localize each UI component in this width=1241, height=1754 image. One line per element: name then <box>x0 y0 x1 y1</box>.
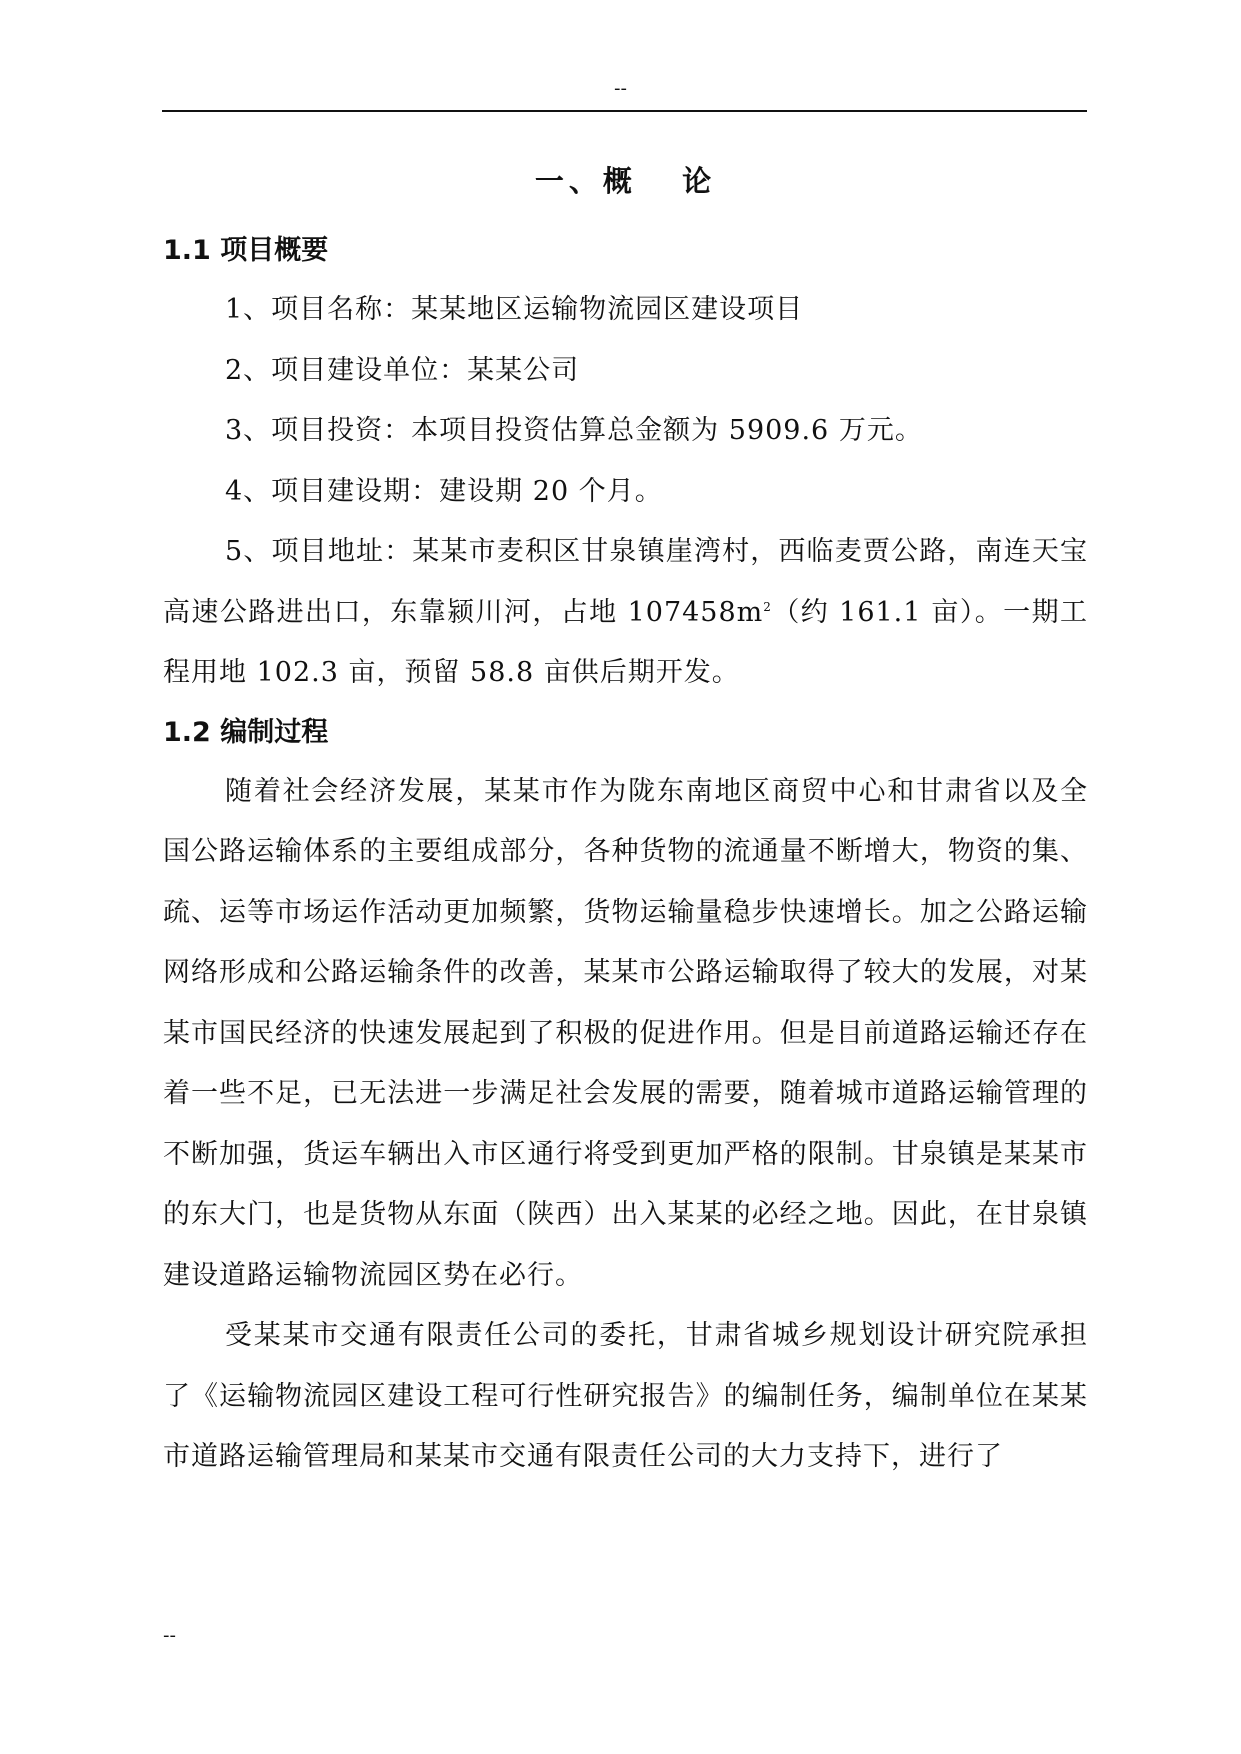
project-period-item: 4、项目建设期：建设期 20 个月。 <box>225 475 663 507</box>
project-name-item: 1、项目名称：某某地区运输物流园区建设项目 <box>225 294 804 325</box>
area-unit-superscript: 2 <box>763 599 772 614</box>
page-footer-mark: -- <box>163 1625 176 1646</box>
project-address-text: 5、项目地址：某某市麦积区甘泉镇崖湾村，西临麦贾公路，南连天宝高速公路进出口，东靠颍川河，占地 107458m <box>163 536 1088 628</box>
project-investment-item: 3、项目投资：本项目投资估算总金额为 5909.6 万元。 <box>225 415 923 446</box>
header-rule <box>162 110 1087 112</box>
project-address-text-cont: （约 161.1 亩）。一期工程用地 102.3 亩，预留 58.8 亩供后期开发。 <box>163 596 1088 688</box>
project-unit-item: 2、项目建设单位：某某公司 <box>225 354 580 386</box>
section-heading-1-1: 1.1 项目概要 <box>163 235 329 266</box>
project-address-item <box>163 522 1088 704</box>
page-header-mark: -- <box>614 78 627 99</box>
chapter-title: 一、概 论 <box>534 164 717 198</box>
commission-paragraph: 受某某市交通有限责任公司的委托，甘肃省城乡规划设计研究院承担了《运输物流园区建设工程可行性研究报告》的编制任务，编制单位在某某市道路运输管理局和某某市交通有限责任公司的大力支持下，进行了 <box>163 1320 1088 1472</box>
document-body <box>163 160 1088 1488</box>
background-paragraph: 随着社会经济发展，某某市作为陇东南地区商贸中心和甘肃省以及全国公路运输体系的主要组成部分，各种货物的流通量不断增大，物资的集、疏、运等市场运作活动更加频繁，货物运输量稳步快速增长。加之公路运输网络形成和公路运输条件的改善，某某市公路运输取得了较大的发展，对某某市国民经济的快速发展起到了积极的促进作用。但是目前道路运输还存在着一些不足，已无法进一步满足社会发展的需要，随着城市道路运输管理的不断加强，货运车辆出入市区通行将受到更加严格的限制。甘泉镇是某某市的东大门，也是货物从东面（陕西）出入某某的必经之地。因此，在甘泉镇建设道路运输物流园区势在必行。 <box>163 775 1088 1291</box>
section-heading-1-2: 1.2 编制过程 <box>163 716 329 748</box>
